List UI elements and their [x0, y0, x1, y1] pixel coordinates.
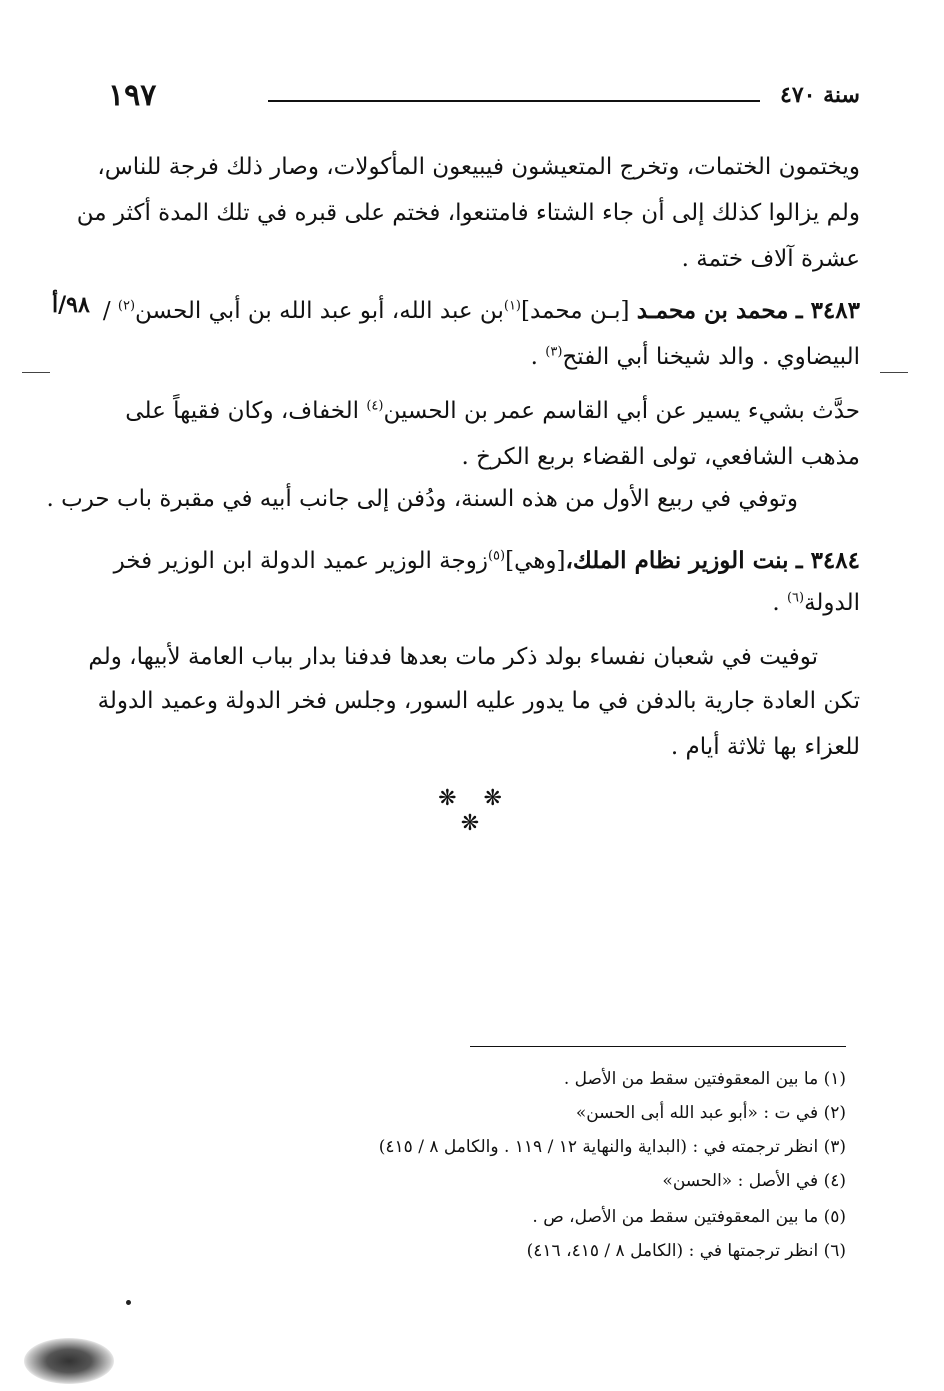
footnote-ref[interactable]: (٥) [487, 548, 506, 564]
entry-bracket-text: [وهي] [505, 548, 566, 574]
footnote: (١) ما بين المعقوفتين سقط من الأصل . [563, 1069, 846, 1089]
scan-speck [126, 1300, 131, 1305]
paragraph-text: حدَّث بشيء يسير عن أبي القاسم عمر بن الحسين [383, 398, 860, 424]
entry-name: بنت الوزير نظام الملك، [565, 547, 789, 574]
entry-line [108, 342, 860, 374]
entry-text: البيضاوي . والد شيخنا أبي الفتح [562, 344, 860, 370]
paragraph-line: عشرة آلاف ختمة . [681, 246, 860, 272]
footnote-ref[interactable]: (٢) [117, 298, 136, 314]
entry-number: ٣٤٨٤ ـ [795, 547, 860, 574]
footnote: (٣) انظر ترجمته في : (البداية والنهاية ١٢ / ١١٩ . والكامل ٨ / ٤١٥) [378, 1137, 846, 1157]
footnote-rule [470, 1046, 846, 1047]
paragraph-line: ولم يزالوا كذلك إلى أن جاء الشتاء فامتنعوا، فختم على قبره في تلك المدة أكثر من [76, 200, 860, 226]
margin-folio-reference: ٩٨/أ [52, 292, 90, 318]
section-separator: ❋ ❋ ❋ [438, 786, 512, 836]
entry-heading-3484 [108, 546, 860, 578]
paragraph-text: الخفاف، وكان فقيهاً على [125, 398, 367, 424]
entry-text-end: . [530, 344, 546, 370]
footnote: (٢) في ت : «أبو عبد الله أبى الحسن» [575, 1103, 846, 1123]
entry-text: الدولة [804, 590, 860, 616]
entry-name: محمد بن محمـد [636, 297, 789, 324]
page-header [108, 78, 860, 118]
entry-text-end: . [772, 590, 787, 616]
entry-line [108, 588, 860, 620]
paragraph-line: تكن العادة جارية بالدفن في ما يدور عليه السور، وجلس فخر الدولة وعميد الدولة [97, 688, 860, 714]
paragraph-line [108, 396, 860, 428]
page-number: ١٩٧ [108, 78, 157, 113]
margin-dash [22, 372, 50, 373]
footnote: (٥) ما بين المعقوفتين سقط من الأصل، ص . [532, 1207, 846, 1227]
header-rule [268, 100, 760, 102]
paragraph-line: للعزاء بها ثلاثة أيام . [670, 734, 860, 760]
footnote-ref[interactable]: (٤) [366, 398, 384, 414]
entry-text: زوجة الوزير عميد الدولة ابن الوزير فخر [113, 548, 488, 574]
entry-text: بن عبد الله، أبو عبد الله بن أبي الحسن [135, 298, 504, 324]
entry-heading-3483 [102, 296, 860, 328]
footnote-ref[interactable]: (١) [503, 298, 521, 314]
entry-number: ٣٤٨٣ ـ [795, 297, 860, 324]
paragraph-line: توفيت في شعبان نفساء بولد ذكر مات بعدها فدفنا بدار بباب العامة لأبيها، ولم [88, 644, 818, 670]
footnote: (٤) في الأصل : «الحسن» [662, 1171, 846, 1191]
paragraph-line: وتوفي في ربيع الأول من هذه السنة، ودُفن إلى جانب أبيه في مقبرة باب حرب . [46, 486, 798, 512]
paragraph-line: مذهب الشافعي، تولى القضاء بربع الكرخ . [461, 444, 860, 470]
footnote-ref[interactable]: (٦) [786, 590, 805, 606]
footnote: (٦) انظر ترجمتها في : (الكامل ٨ / ٤١٥، ٤١٦) [526, 1241, 846, 1261]
footnote-ref[interactable]: (٣) [545, 344, 563, 360]
margin-dash [880, 372, 908, 373]
scan-smudge [24, 1338, 114, 1384]
entry-bracket-text: [بـن محمد] [521, 298, 630, 324]
running-head-year: سنة ٤٧٠ [780, 82, 860, 108]
paragraph-line: ويختمون الختمات، وتخرج المتعيشون فيبيعون المأكولات، وصار ذلك فرجة للناس، [97, 154, 860, 180]
entry-slash: / [102, 298, 118, 324]
